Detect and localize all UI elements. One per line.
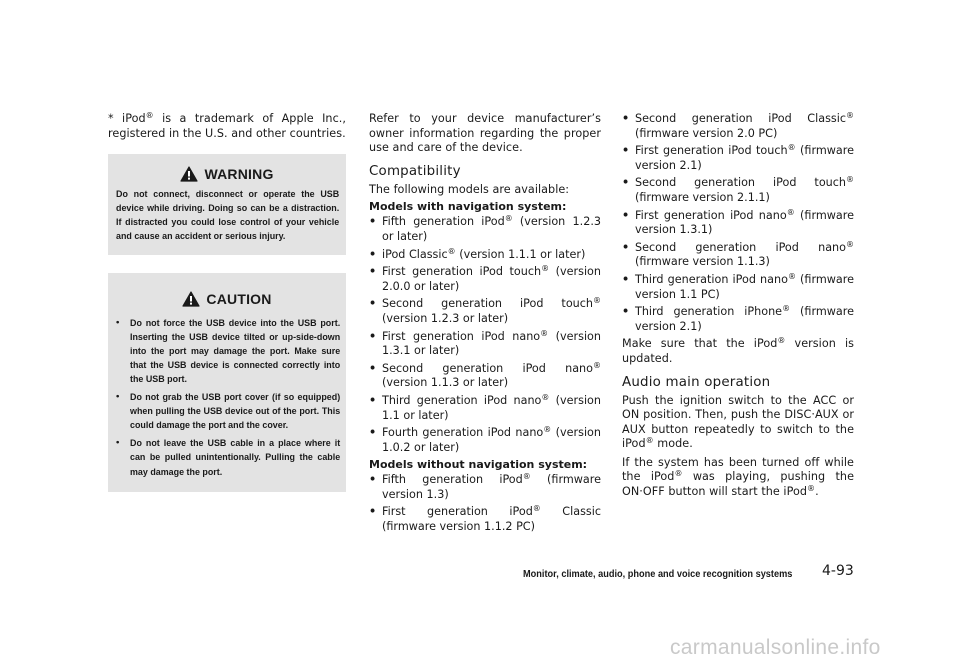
list-item: • First generation iPod nano® (version 1.3.1 or later) — [369, 328, 601, 358]
audio-paragraph-2: If the system has been turned off while the iPod® was playing, pushing the ON·OFF button will start the iPod®. — [622, 455, 854, 499]
list-item: • First generation iPod® Classic (firmware version 1.1.2 PC) — [369, 504, 601, 534]
list-item: • Fifth generation iPod® (version 1.2.3 or later) — [369, 214, 601, 243]
left-column — [108, 112, 346, 492]
list-item: • Third generation iPhone® (firmware version 2.1) — [622, 304, 854, 333]
compatibility-heading: Compatibility — [369, 163, 461, 179]
list-item: • Second generation iPod touch® (firmware version 2.1.1) — [622, 175, 854, 204]
intro-paragraph: Refer to your device manufacturer’s owner information regarding the proper use and care of the device. — [369, 112, 601, 155]
list-item: • First generation iPod touch® (version 2.0.0 or later) — [369, 264, 601, 293]
warning-text: Do not connect, disconnect or operate the USB device while driving. Doing so can be a distraction. If distracted you could lose control of your vehicle and cause an accident or serious injury. — [116, 189, 340, 243]
trademark-note: * iPod® is a trademark of Apple Inc., registered in the U.S. and other countries. — [108, 111, 346, 140]
list-item: • First generation iPod nano® (firmware version 1.3.1) — [622, 207, 854, 237]
page-number: 4-93 — [822, 563, 854, 579]
registered-mark: ® — [145, 111, 154, 120]
audio-paragraph-1: Push the ignition switch to the ACC or ON position. Then, push the DISC·AUX or AUX button repeatedly to switch to the iPod® mode. — [622, 393, 854, 451]
list-item: • Second generation iPod nano® (firmware version 1.1.3) — [622, 239, 854, 269]
caution-item: • Do not force the USB device into the USB port. Inserting the USB device tilted or up-side-down into the port may damage the port. Make sure that the USB device is connected correctly into the USB port. — [116, 316, 341, 385]
warning-triangle-icon — [180, 166, 198, 182]
with-nav-list — [369, 215, 601, 455]
caution-triangle-icon — [182, 291, 200, 307]
list-item: • Third generation iPod nano® (firmware version 1.1 PC) — [622, 271, 854, 301]
caution-item: • Do not leave the USB cable in a place where it can be pulled unintentionally. Pulling the cable may damage the port. — [116, 437, 341, 478]
middle-column — [369, 112, 601, 538]
update-note: Make sure that the iPod® version is updated. — [622, 336, 855, 365]
without-nav-list-continued — [622, 112, 854, 334]
warning-header — [116, 160, 338, 188]
warning-title: WARNING — [204, 166, 274, 183]
caution-header — [116, 285, 338, 313]
list-item: • First generation iPod touch® (firmware version 2.1) — [622, 143, 854, 172]
list-item: • Second generation iPod Classic® (firmware version 2.0 PC) — [622, 111, 854, 140]
right-column — [622, 112, 854, 500]
available-text: The following models are available: — [369, 182, 570, 196]
without-nav-list — [369, 473, 601, 534]
audio-main-operation-heading: Audio main operation — [622, 374, 771, 390]
caution-list — [116, 316, 341, 480]
list-item: • iPod Classic® (version 1.1.1 or later) — [369, 246, 586, 261]
with-nav-label: Models with navigation system: — [369, 200, 567, 214]
list-item: • Second generation iPod nano® (version 1.1.3 or later) — [369, 360, 601, 390]
list-item: • Second generation iPod touch® (version 1.2.3 or later) — [369, 296, 601, 325]
warning-box — [108, 154, 346, 254]
caution-box — [108, 273, 346, 492]
list-item: • Third generation iPod nano® (version 1.1 or later) — [369, 392, 601, 422]
without-nav-label: Models without navigation system: — [369, 458, 588, 472]
caution-item: • Do not grab the USB port cover (if so equipped) when pulling the USB device out of the port. This could damage the port and the cover. — [116, 391, 341, 432]
watermark: carmanualsonline.info — [670, 636, 881, 659]
list-item: • Fifth generation iPod® (firmware version 1.3) — [369, 472, 601, 501]
list-item: • Fourth generation iPod nano® (version 1.0.2 or later) — [369, 425, 601, 454]
caution-title: CAUTION — [206, 290, 272, 307]
footer-section-title: Monitor, climate, audio, phone and voice recognition systems — [523, 569, 793, 580]
